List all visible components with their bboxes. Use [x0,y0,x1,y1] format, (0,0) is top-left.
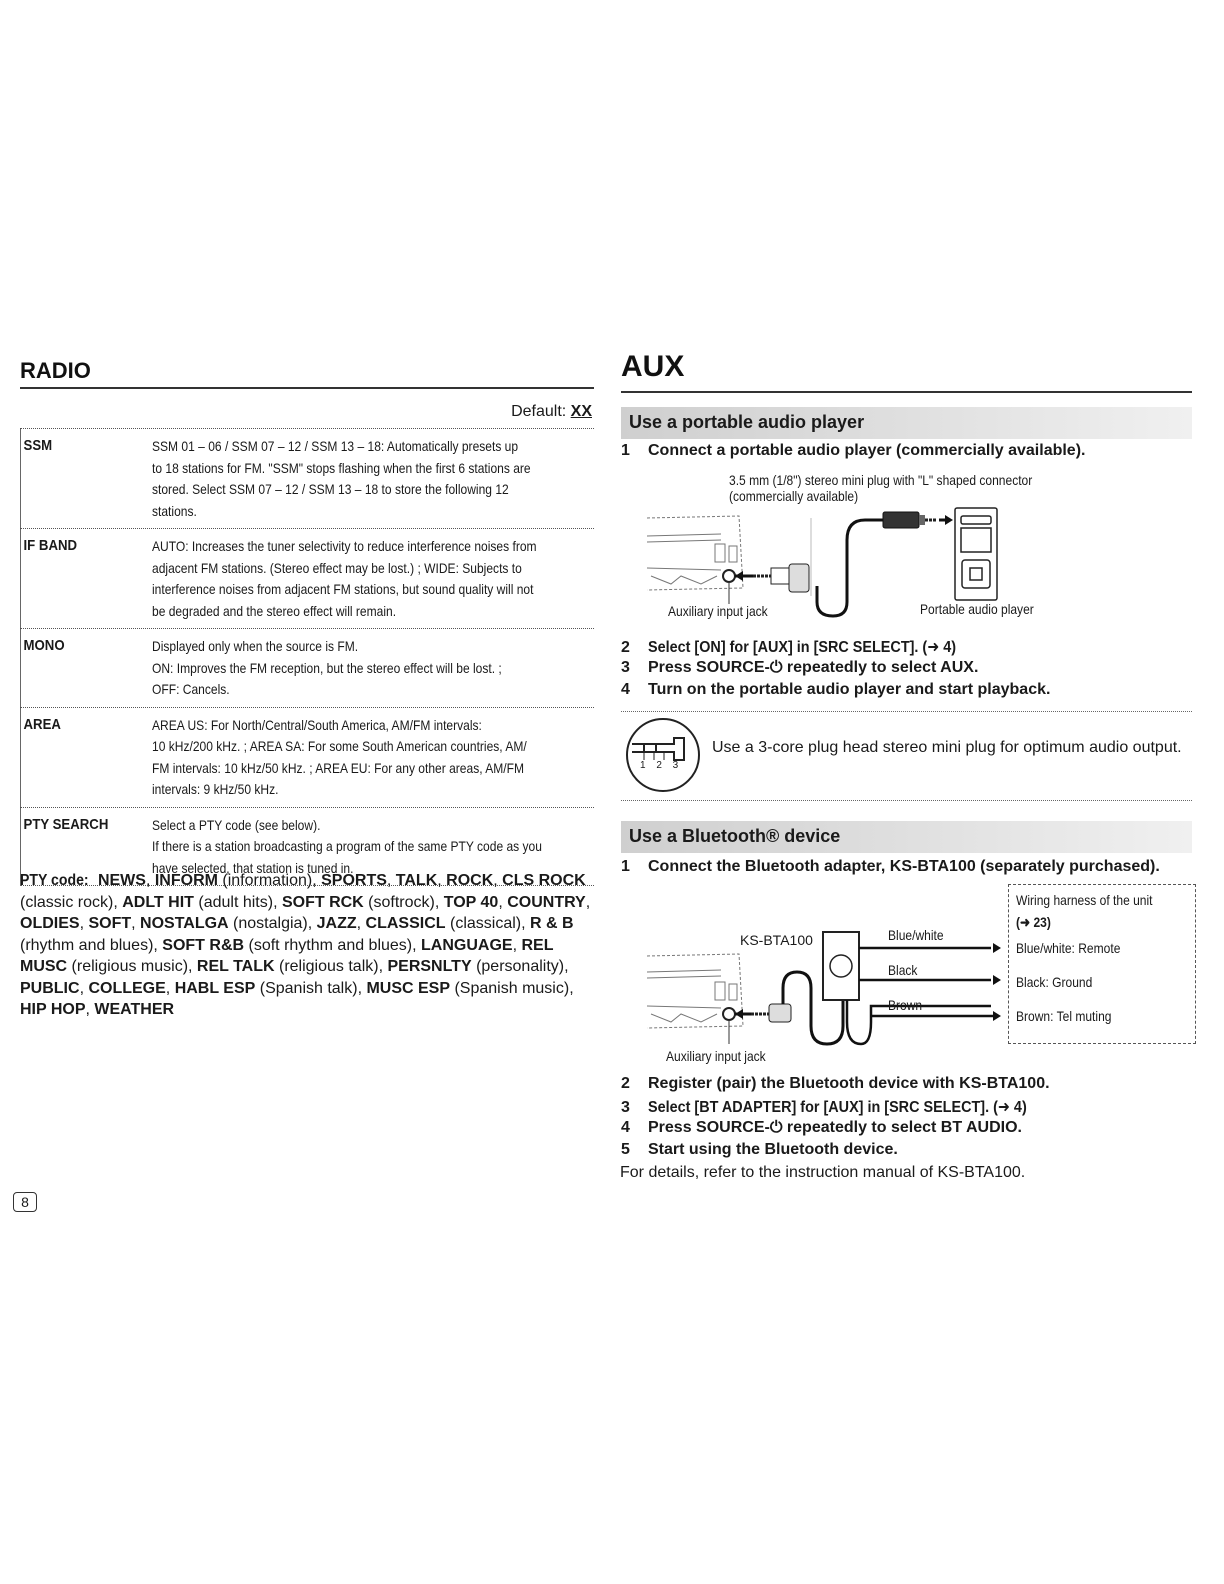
pty-code: PERSNLTY [387,958,472,975]
portable-player-heading: Use a portable audio player [621,407,1192,439]
table-row-if-band [20,528,594,628]
pty-code: R & B [530,915,574,932]
desc-line: AREA US: For North/Central/South America, AM/FM intervals: [152,716,482,733]
wiring-brown: Brown: Tel muting [1016,1008,1112,1024]
wire-label-blue-white: Blue/white [888,927,944,943]
pty-code-description: (classical) [445,915,522,932]
step-text: Connect the Bluetooth adapter, KS-BTA100 (separately purchased). [648,858,1160,875]
l-plug-drawing [769,1004,791,1022]
portable-player-icon [955,508,997,600]
setting-name: SSM [23,437,53,454]
step-text-suffix: repeatedly to select BT AUDIO. [782,1119,1022,1136]
pty-code-description: (Spanish music) [450,979,570,997]
bluetooth-connection-diagram [621,926,1013,1048]
wire-label-brown-wrap [888,997,928,1013]
default-value: XX [570,403,592,420]
pty-code: MUSC ESP [366,979,451,997]
bluetooth-step-3 [621,1097,1069,1117]
pty-code: CLASSICL [365,915,446,932]
desc-line: OFF: Cancels. [152,681,230,697]
pty-code: ROCK [446,872,494,889]
pty-code: NOSTALGA [140,915,229,932]
bluetooth-heading: Use a Bluetooth® device [621,821,1192,853]
source-key: SOURCE-⏻ [696,659,783,676]
setting-description [152,708,594,807]
arrowhead-icon [735,571,743,581]
pty-code-description: (soft rhythm and blues) [244,936,413,954]
step-number: 1 [621,858,630,875]
default-note [420,403,592,421]
desc-line: have selected, that station is tuned in. [152,859,354,876]
desc-line: Select a PTY code (see below). [152,816,321,833]
three-core-plug-icon [624,716,702,794]
bluetooth-step-2 [621,1075,1050,1093]
step-number: 4 [621,1119,630,1136]
aux-jack-icon [723,1008,735,1020]
desc-line: stored. Select SSM 07 – 12 / SSM 13 – 18 to store the following 12 [152,481,509,497]
arrowhead-icon [993,943,1001,953]
pty-code: SOFT [88,915,132,932]
step-number: 3 [621,659,630,676]
pty-code-description: (Spanish talk) [255,979,358,997]
plug-caption-line: 3.5 mm (1/8") stereo mini plug with "L" shaped connector [729,472,1033,488]
wiring-ref: (➜ 23) [1016,914,1051,930]
step-text: Register (pair) the Bluetooth device with KS-BTA100. [648,1075,1050,1092]
pty-code-description: (nostalgia) [228,915,308,932]
desc-line: Displayed only when the source is FM. [152,638,359,654]
pty-code: REL TALK [196,958,275,975]
desc-line: AUTO: Increases the tuner selectivity to reduce interference noises from [152,538,537,554]
pty-code: ADLT HIT [122,893,194,911]
setting-description [152,629,594,707]
step-text: Start using the Bluetooth device. [648,1141,898,1158]
step-text-prefix: Press [648,1119,697,1136]
step-number: 4 [621,681,630,698]
desc-line: ON: Improves the FM reception, but the stereo effect will be lost. ; [152,659,502,676]
audio-cable [817,520,883,616]
pty-code-description: (religious music) [67,958,189,975]
pty-code: LANGUAGE [421,936,513,954]
portable-step-4 [621,681,1050,699]
step-text-suffix: repeatedly to select AUX. [782,659,979,676]
plug-pin-numbers: 1 2 3 [640,760,683,771]
setting-description [152,429,594,528]
aux-title-rule [621,391,1192,393]
bluetooth-step-5 [621,1141,898,1159]
step-text: Select [BT ADAPTER] for [AUX] in [SRC SELECT]. (➜ 4) [648,1099,1027,1116]
wire-label-brown: Brown [888,997,923,1013]
wiring-blue-white: Blue/white: Remote [1016,940,1121,956]
pty-code: SOFT R&B [162,936,245,954]
step-number: 5 [621,1141,630,1158]
pty-code: SPORTS [321,872,387,889]
radio-title-rule [20,387,594,389]
aux-jack-label: Auxiliary input jack [666,1048,766,1064]
pty-code-description: (information) [217,872,313,889]
pty-code: JAZZ [316,915,357,932]
pty-code: INFORM [154,872,218,889]
l-plug-drawing [753,564,809,592]
wire-label-blue-white-wrap [888,927,953,943]
pty-code: PUBLIC [20,979,80,997]
plug-caption-line: (commercially available) [729,488,859,504]
pty-code: REL MUSC [20,936,554,975]
setting-description [152,529,594,628]
desc-line: FM intervals: 10 kHz/50 kHz. ; AREA EU: For any other areas, AM/FM [152,759,525,776]
plug-caption [729,472,1082,504]
page-number: 8 [13,1192,37,1212]
default-label: Default: [511,403,571,420]
pty-code-description: (adult hits) [193,893,274,911]
pty-code: OLDIES [20,915,80,932]
desc-line: SSM 01 – 06 / SSM 07 – 12 / SSM 13 – 18: Automatically presets up [152,438,519,454]
wire-label-black: Black [888,962,918,978]
table-row-mono [20,628,594,707]
table-row-area [20,707,594,807]
tip-text: Use a 3-core plug head stereo mini plug for optimum audio output. [712,739,1182,756]
aux-jack-icon [723,570,735,582]
pty-code: HIP HOP [20,1001,86,1018]
pty-code: COUNTRY [507,893,586,911]
wiring-harness-legend [1016,889,1175,1027]
desc-line: If there is a station broadcasting a program of the same PTY code as you [152,838,542,854]
bluetooth-step-4 [621,1119,1022,1137]
radio-settings-table [20,428,594,886]
pty-code-description: (softrock) [363,893,435,911]
step-text-prefix: Press [648,659,697,676]
arrowhead-icon [735,1009,743,1019]
table-row-ssm [20,428,594,528]
aux-section-title: AUX [621,350,685,383]
wiring-title: Wiring harness of the unit [1016,892,1153,908]
arrowhead-icon [993,1011,1001,1021]
desc-line: interference noises from adjacent FM stations, but sound quality will not [152,581,534,597]
pty-code-label: PTY code: [20,872,89,889]
portable-step-1 [621,442,1085,460]
radio-section-title: RADIO [20,358,91,383]
step-number: 2 [621,1075,630,1092]
wire-label-black-wrap [888,962,922,978]
step-text: Connect a portable audio player (commercially available). [648,442,1086,459]
step-number: 2 [621,639,630,656]
step-text: Turn on the portable audio player and start playback. [648,681,1051,698]
bluetooth-adapter-icon [823,932,859,1000]
pty-code: TOP 40 [443,893,499,911]
pty-code: TALK [395,872,438,889]
bluetooth-footer-note: For details, refer to the instruction manual of KS-BTA100. [620,1164,1026,1181]
source-key: SOURCE-⏻ [696,1119,783,1136]
pty-code-list: PTY code:NEWS, INFORM (information), SPORTS, TALK, ROCK, CLS ROCK (classic rock), ADLT HIT (adult hits), SOFT RCK (softrock), TOP 40, COUNTRY, OLDIES, SOFT, NOSTALGA (nostalgia), JAZZ, CLASSICL (classical), R & B (rhythm and blues), SOFT R&B (soft rhythm and blues), LANGUAGE, REL MUSC (religious music), REL TALK (religious talk), PERSNLTY (personality), PUBLIC, COLLEGE, HABL ESP (Spanish talk), MUSC ESP (Spanish music), HIP HOP, WEATHER [20,872,591,1018]
arrowhead-icon [945,515,953,525]
pty-code: CLS ROCK [502,872,586,889]
desc-line: adjacent FM stations. (Stereo effect may be lost.) ; WIDE: Subjects to [152,559,522,576]
desc-line: to 18 stations for FM. "SSM" stops flashing when the first 6 stations are [152,459,531,476]
portable-step-3 [621,659,978,677]
setting-name: AREA [23,715,61,733]
aux-jack-caption [668,603,784,619]
setting-name: PTY SEARCH [23,815,109,833]
pty-code: HABL ESP [174,979,256,997]
pty-code-description: (classic rock) [20,893,114,911]
desc-line: 10 kHz/200 kHz. ; AREA SA: For some South American countries, AM/ [152,738,527,754]
straight-plug-drawing [883,512,937,528]
setting-name: MONO [23,637,65,654]
desc-line: stations. [152,502,197,519]
setting-name: IF BAND [23,537,78,554]
step-text: Select [ON] for [AUX] in [SRC SELECT]. (➜ 4) [648,639,957,656]
aux-jack-label: Auxiliary input jack [668,603,768,619]
pty-code-description: (rhythm and blues) [20,936,154,954]
pty-code: NEWS [97,872,146,889]
desc-line: intervals: 9 kHz/50 kHz. [152,781,279,797]
pty-code-description: (personality) [471,958,565,975]
player-caption [920,601,1052,617]
step-number: 3 [621,1099,630,1116]
bluetooth-step-1 [621,858,1160,876]
pty-code: SOFT RCK [281,893,364,911]
bt-aux-jack-caption [666,1048,782,1064]
portable-step-2 [621,637,990,657]
player-label: Portable audio player [920,601,1034,617]
desc-line: be degraded and the stereo effect will remain. [152,602,397,619]
pty-code: WEATHER [94,1001,175,1018]
pty-code-description: (religious talk) [274,958,379,975]
wiring-black: Black: Ground [1016,974,1093,990]
pty-code: COLLEGE [88,979,166,997]
step-number: 1 [621,442,630,459]
adapter-label: KS-BTA100 [740,932,813,948]
arrowhead-icon [993,975,1001,985]
